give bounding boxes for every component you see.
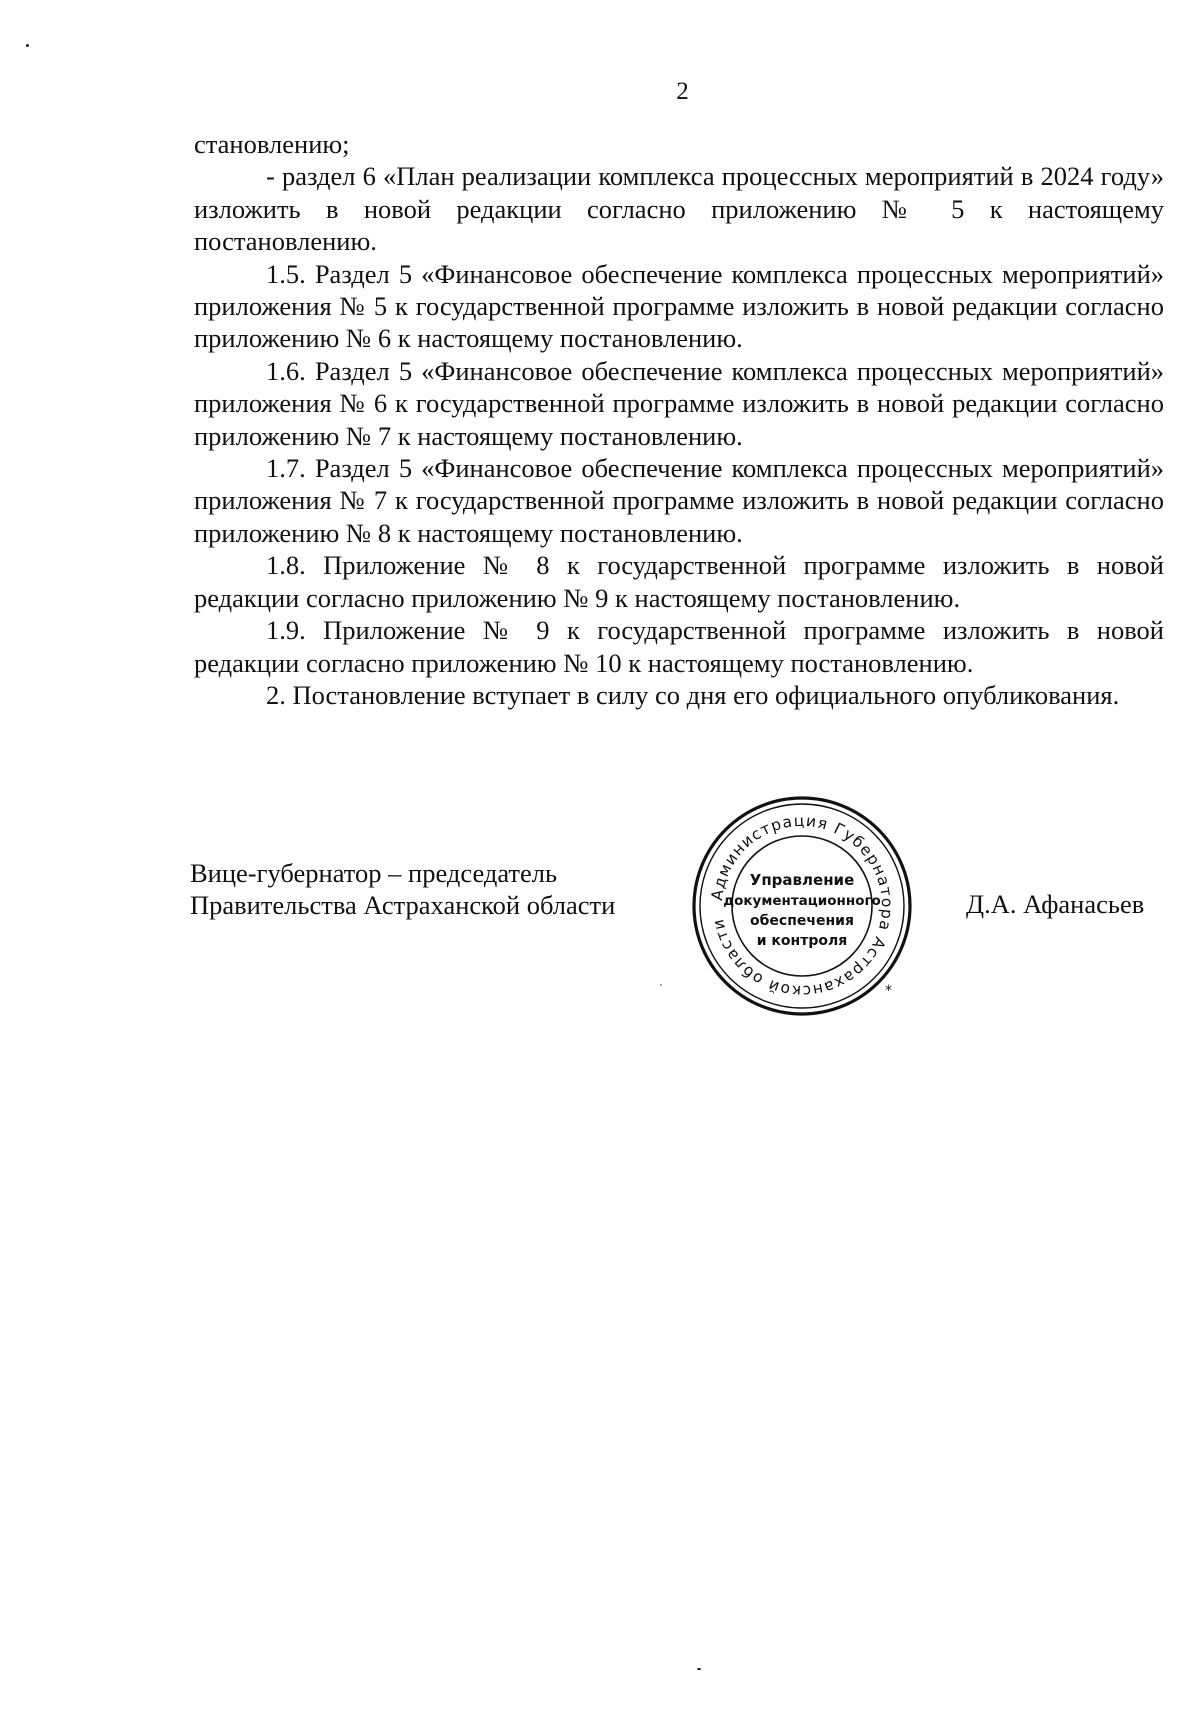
paragraph-1-7: 1.7. Раздел 5 «Финансовое обеспечение комплекса процессных мероприятий» приложения № 7 к государственной программе изложить в новой редакции согласно приложению № 8 к настоящему постановлению. (194, 453, 1164, 548)
paragraph-section-6: - раздел 6 «План реализации комплекса процессных мероприятий в 2024 году» изложить в новой редакции согласно приложению № 5 к настоящему постановлению. (194, 161, 1164, 257)
stamp-center-line-1: Управление (749, 871, 855, 889)
scan-speck (697, 1668, 701, 1670)
paragraph-1-8: 1.8. Приложение № 8 к государственной программе изложить в новой редакции согласно приложению № 9 к настоящему постановлению. (194, 550, 1164, 613)
official-seal-stamp (691, 795, 913, 1017)
stamp-center-line-2: документационного (723, 893, 881, 909)
signer-name: Д.А. Афанасьев (966, 889, 1145, 919)
signer-title-line-2: Правительства Астраханской области (190, 890, 616, 921)
stamp-star-icon: * (885, 983, 892, 999)
scan-speck (26, 44, 29, 47)
stamp-center-line-4: и контроля (756, 933, 848, 949)
scan-speck (660, 984, 662, 986)
paragraph-1-6: 1.6. Раздел 5 «Финансовое обеспечение комплекса процессных мероприятий» приложения № 6 к государственной программе изложить в новой редакции согласно приложению № 7 к настоящему постановлению. (194, 355, 1164, 451)
paragraph-1-5: 1.5. Раздел 5 «Финансовое обеспечение комплекса процессных мероприятий» приложения № 5 к государственной программе изложить в новой редакции согласно приложению № 6 к настоящему постановлению. (194, 258, 1164, 354)
paragraph-continuation: становлению; (194, 129, 350, 159)
stamp-ring-text: Администрация Губернатора Астраханской области (708, 811, 897, 1001)
stamp-center-line-3: обеспечения (750, 913, 854, 929)
document-body (194, 128, 1164, 711)
paragraph-1-9: 1.9. Приложение № 9 к государственной программе изложить в новой редакции согласно приложению № 10 к настоящему постановлению. (194, 615, 1164, 678)
signer-title (190, 857, 615, 922)
signer-title-line-1: Вице-губернатор – председатель (190, 858, 558, 888)
page-number: 2 (676, 78, 689, 105)
paragraph-2: 2. Постановление вступает в силу со дня его официального опубликования. (266, 679, 1120, 710)
